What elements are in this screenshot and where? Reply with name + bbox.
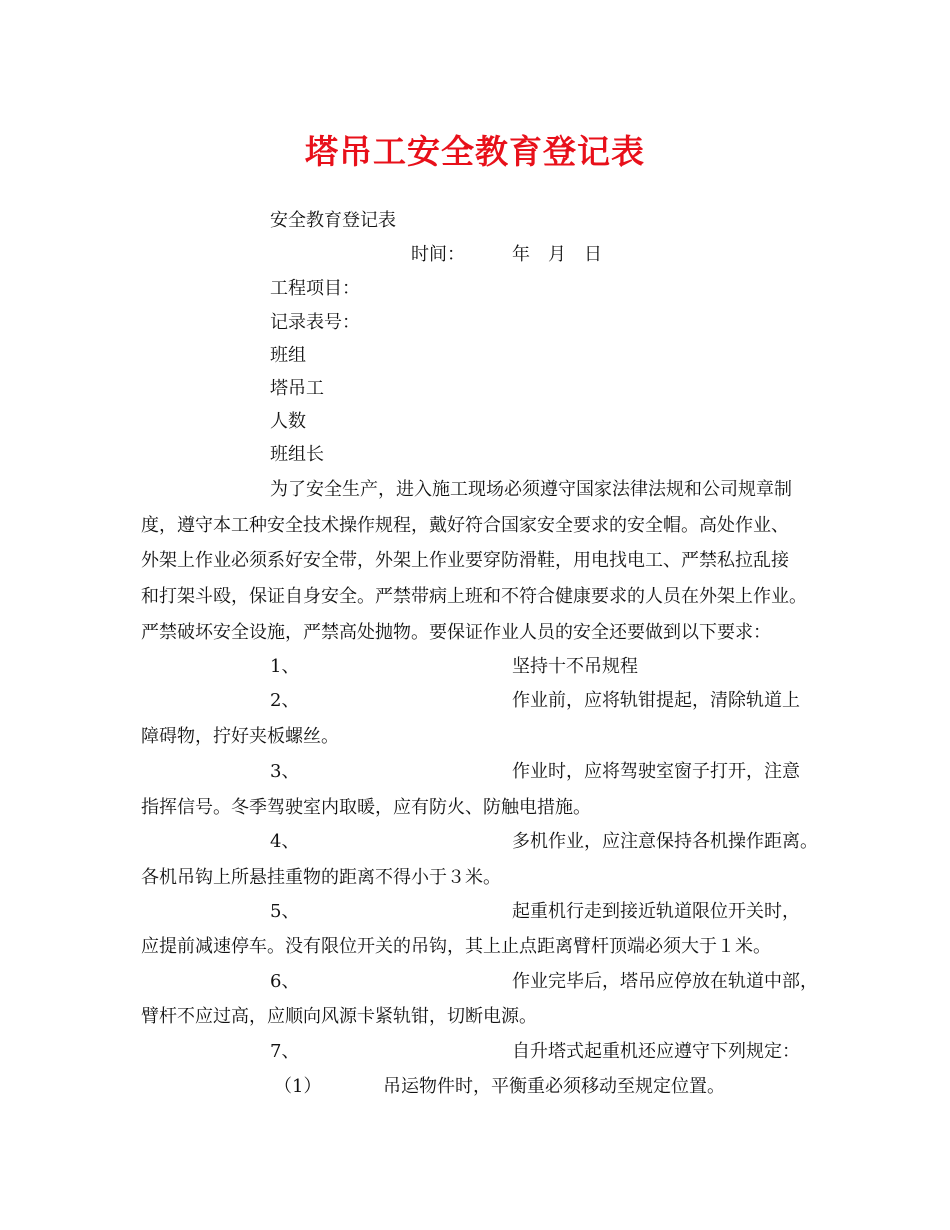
item-continuation: 障碍物，拧好夹板螺丝。 bbox=[141, 726, 339, 747]
field-team-leader: 班组长 bbox=[270, 444, 324, 465]
intro-line-3: 外架上作业必须系好安全带，外架上作业要穿防滑鞋，用电找电工、严禁私拉乱接 bbox=[141, 550, 789, 571]
item-number: 6、 bbox=[270, 971, 300, 992]
item-text: 坚持十不吊规程 bbox=[512, 656, 638, 677]
item-number: 3、 bbox=[270, 761, 300, 782]
field-headcount: 人数 bbox=[270, 411, 306, 432]
item-continuation: 各机吊钩上所悬挂重物的距离不得小于３米。 bbox=[141, 867, 501, 888]
item-text: 作业完毕后，塔吊应停放在轨道中部， bbox=[512, 971, 818, 992]
field-crane-worker: 塔吊工 bbox=[270, 378, 324, 399]
subtitle: 安全教育登记表 bbox=[270, 210, 396, 231]
field-record-no: 记录表号： bbox=[270, 312, 360, 333]
item-text: 多机作业，应注意保持各机操作距离。 bbox=[512, 831, 818, 852]
time-label: 时间： bbox=[411, 244, 465, 265]
field-project: 工程项目： bbox=[270, 278, 360, 299]
item-text: 作业前，应将轨钳提起，清除轨道上 bbox=[512, 690, 800, 711]
item-text: 起重机行走到接近轨道限位开关时， bbox=[512, 901, 800, 922]
item-number: 7、 bbox=[270, 1041, 300, 1062]
item-number: 1、 bbox=[270, 656, 300, 677]
intro-line-5: 严禁破坏安全设施，严禁高处抛物。要保证作业人员的安全还要做到以下要求： bbox=[141, 622, 771, 643]
sub-item-number: （1） bbox=[274, 1076, 322, 1097]
item-number: 5、 bbox=[270, 901, 300, 922]
item-number: 2、 bbox=[270, 690, 300, 711]
item-continuation: 指挥信号。冬季驾驶室内取暖，应有防火、防触电措施。 bbox=[141, 797, 591, 818]
sub-item-text: 吊运物件时，平衡重必须移动至规定位置。 bbox=[383, 1076, 725, 1097]
item-continuation: 应提前减速停车。没有限位开关的吊钩，其上止点距离臂杆顶端必须大于１米。 bbox=[141, 936, 771, 957]
intro-line-4: 和打架斗殴，保证自身安全。严禁带病上班和不符合健康要求的人员在外架上作业。 bbox=[141, 586, 807, 607]
document-title: 塔吊工安全教育登记表 bbox=[305, 132, 645, 171]
item-continuation: 臂杆不应过高，应顺向风源卡紧轨钳，切断电源。 bbox=[141, 1006, 537, 1027]
intro-line-1: 为了安全生产，进入施工现场必须遵守国家法律法规和公司规章制 bbox=[270, 479, 792, 500]
time-date: 年 月 日 bbox=[512, 244, 602, 265]
item-text: 自升塔式起重机还应遵守下列规定： bbox=[512, 1041, 800, 1062]
field-team: 班组 bbox=[270, 345, 306, 366]
item-number: 4、 bbox=[270, 831, 300, 852]
intro-line-2: 度，遵守本工种安全技术操作规程，戴好符合国家安全要求的安全帽。高处作业、 bbox=[141, 515, 789, 536]
item-text: 作业时，应将驾驶室窗子打开，注意 bbox=[512, 761, 800, 782]
